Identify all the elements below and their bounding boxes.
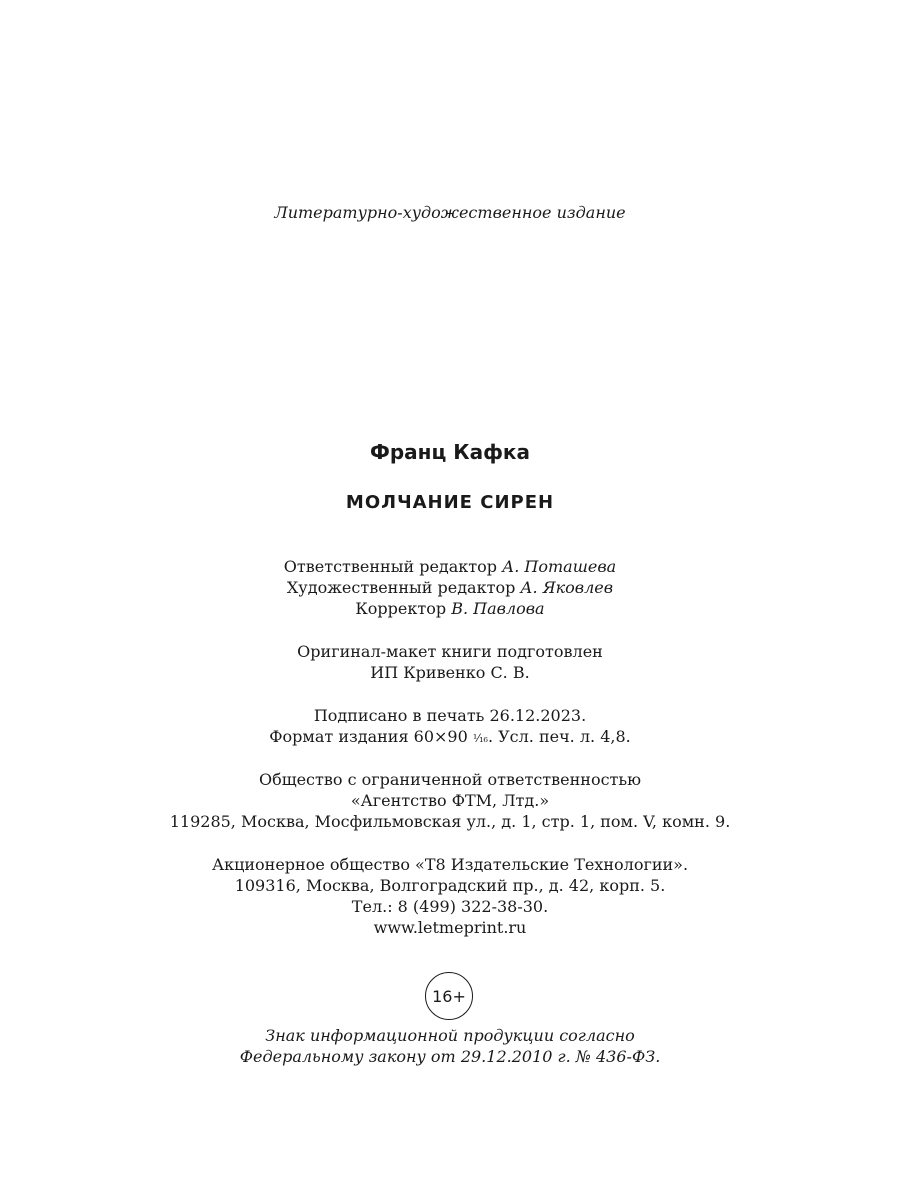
credit-art-editor [0,580,900,596]
credit-name: В. Павлова [451,599,545,618]
age-rating-badge [425,972,473,1020]
publisher-line1: Общество с ограниченной ответственностью [258,770,642,789]
credit-role: Корректор [355,599,447,618]
credit-responsible-editor [0,559,900,575]
publisher-name: «Агентство ФТМ, Лтд.» [350,791,550,810]
format-prefix: Формат издания 60×90 [269,727,468,746]
book-title: МОЛЧАНИЕ СИРЕН [345,492,555,513]
layout-prep-line1: Оригинал-макет книги подготовлен [297,642,603,661]
credit-role: Художественный редактор [286,578,516,597]
signed-to-print: Подписано в печать 26.12.2023. [313,706,587,725]
age-notice-line2: Федеральному закону от 29.12.2010 г. № 436-ФЗ. [239,1047,661,1066]
edition-format [0,729,900,745]
author-name: Франц Кафка [369,440,530,464]
edition-type: Литературно-художественное издание [274,203,626,222]
format-fraction: ¹⁄₁₆ [472,732,488,745]
printer-phone: Тел.: 8 (499) 322-38-30. [351,897,549,916]
credit-name: А. Поташева [502,557,617,576]
credit-proofreader [0,601,900,617]
age-rating-label: 16+ [432,986,466,1006]
printer-name: Акционерное общество «Т8 Издательские Технологии». [211,855,689,874]
publisher-address: 119285, Москва, Мосфильмовская ул., д. 1, стр. 1, пом. V, комн. 9. [169,812,731,831]
credit-role: Ответственный редактор [283,557,498,576]
age-notice-line1: Знак информационной продукции согласно [265,1026,635,1045]
printer-website: www.letmeprint.ru [373,918,527,937]
format-suffix: . Усл. печ. л. 4,8. [487,727,631,746]
printer-address: 109316, Москва, Волгоградский пр., д. 42, корп. 5. [234,876,666,895]
credit-name: А. Яковлев [520,578,614,597]
layout-prep-line2: ИП Кривенко С. В. [370,663,530,682]
